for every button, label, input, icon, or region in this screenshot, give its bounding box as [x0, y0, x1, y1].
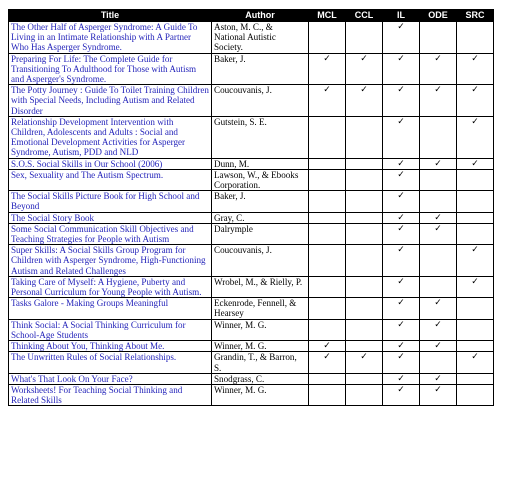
- cell-ccl: [346, 276, 383, 297]
- cell-author: Lawson, W., & Ebooks Corporation.: [212, 169, 309, 190]
- checkmark-icon: ✓: [397, 384, 405, 395]
- cell-author: Coucouvanis, J.: [212, 245, 309, 277]
- cell-src: [457, 373, 494, 384]
- cell-ccl: [346, 298, 383, 319]
- cell-ode: [420, 169, 457, 190]
- cell-mcl: [309, 191, 346, 212]
- cell-il: [383, 245, 420, 277]
- column-header-src: SRC: [457, 10, 494, 22]
- cell-src: [457, 276, 494, 297]
- checkmark-icon: ✓: [323, 352, 331, 363]
- cell-ccl: [346, 245, 383, 277]
- cell-ode: [420, 384, 457, 405]
- checkmark-icon: ✓: [397, 191, 405, 202]
- cell-src: [457, 298, 494, 319]
- cell-author: Wrobel, M., & Rielly, P.: [212, 276, 309, 297]
- cell-src: [457, 22, 494, 54]
- cell-title: Relationship Development Intervention with Children, Adolescents and Adults : Social and Emotional Development Activities for Asperger Syndrome, Autism, PDD and NLD: [9, 116, 212, 158]
- cell-title: The Unwritten Rules of Social Relationships.: [9, 352, 212, 373]
- cell-il: [383, 158, 420, 169]
- checkmark-icon: ✓: [360, 85, 368, 96]
- cell-title: Super Skills: A Social Skills Group Program for Children with Asperger Syndrome, High-Functioning Autism and Related Challenges: [9, 245, 212, 277]
- checkmark-icon: ✓: [434, 85, 442, 96]
- resource-table-container: [8, 9, 494, 406]
- table-row: [9, 116, 494, 158]
- cell-mcl: [309, 319, 346, 340]
- table-row: [9, 341, 494, 352]
- cell-ccl: [346, 191, 383, 212]
- cell-ode: [420, 298, 457, 319]
- cell-il: [383, 223, 420, 244]
- checkmark-icon: ✓: [434, 158, 442, 169]
- cell-mcl: [309, 373, 346, 384]
- cell-ode: [420, 223, 457, 244]
- checkmark-icon: ✓: [397, 169, 405, 180]
- table-row: [9, 212, 494, 223]
- column-header-ccl: CCL: [346, 10, 383, 22]
- checkmark-icon: ✓: [471, 53, 479, 64]
- cell-author: Coucouvanis, J.: [212, 85, 309, 117]
- cell-src: [457, 384, 494, 405]
- cell-ccl: [346, 223, 383, 244]
- checkmark-icon: ✓: [471, 276, 479, 287]
- cell-ode: [420, 319, 457, 340]
- cell-ode: [420, 116, 457, 158]
- cell-title: Worksheets! For Teaching Social Thinking and Related Skills: [9, 384, 212, 405]
- table-row: [9, 22, 494, 54]
- cell-author: Winner, M. G.: [212, 319, 309, 340]
- checkmark-icon: ✓: [397, 319, 405, 330]
- column-header-il: IL: [383, 10, 420, 22]
- cell-ode: [420, 212, 457, 223]
- cell-ode: [420, 373, 457, 384]
- cell-mcl: [309, 298, 346, 319]
- checkmark-icon: ✓: [323, 85, 331, 96]
- cell-ccl: [346, 341, 383, 352]
- checkmark-icon: ✓: [471, 245, 479, 256]
- cell-title: S.O.S. Social Skills in Our School (2006): [9, 158, 212, 169]
- cell-author: Dunn, M.: [212, 158, 309, 169]
- cell-il: [383, 341, 420, 352]
- cell-src: [457, 53, 494, 85]
- column-header-title: Title: [9, 10, 212, 22]
- cell-ode: [420, 276, 457, 297]
- checkmark-icon: ✓: [397, 298, 405, 309]
- cell-author: Winner, M. G.: [212, 341, 309, 352]
- table-row: [9, 298, 494, 319]
- cell-src: [457, 169, 494, 190]
- table-row: [9, 373, 494, 384]
- cell-author: Baker, J.: [212, 53, 309, 85]
- cell-src: [457, 223, 494, 244]
- cell-title: Some Social Communication Skill Objectives and Teaching Strategies for People with Autism: [9, 223, 212, 244]
- cell-src: [457, 212, 494, 223]
- checkmark-icon: ✓: [397, 53, 405, 64]
- table-row: [9, 352, 494, 373]
- cell-src: [457, 158, 494, 169]
- checkmark-icon: ✓: [434, 319, 442, 330]
- checkmark-icon: ✓: [434, 223, 442, 234]
- table-row: [9, 191, 494, 212]
- table-row: [9, 53, 494, 85]
- table-row: [9, 276, 494, 297]
- checkmark-icon: ✓: [434, 384, 442, 395]
- table-row: [9, 384, 494, 405]
- cell-mcl: [309, 169, 346, 190]
- cell-ode: [420, 53, 457, 85]
- cell-author: Snodgrass, C.: [212, 373, 309, 384]
- checkmark-icon: ✓: [471, 85, 479, 96]
- cell-il: [383, 276, 420, 297]
- checkmark-icon: ✓: [323, 341, 331, 352]
- cell-mcl: [309, 212, 346, 223]
- cell-ccl: [346, 373, 383, 384]
- checkmark-icon: ✓: [397, 223, 405, 234]
- cell-title: The Social Skills Picture Book for High School and Beyond: [9, 191, 212, 212]
- cell-il: [383, 352, 420, 373]
- column-header-mcl: MCL: [309, 10, 346, 22]
- cell-title: Think Social: A Social Thinking Curriculum for School-Age Students: [9, 319, 212, 340]
- cell-ccl: [346, 22, 383, 54]
- cell-ode: [420, 191, 457, 212]
- checkmark-icon: ✓: [434, 373, 442, 384]
- cell-il: [383, 85, 420, 117]
- cell-mcl: [309, 158, 346, 169]
- cell-il: [383, 298, 420, 319]
- cell-mcl: [309, 116, 346, 158]
- cell-src: [457, 352, 494, 373]
- cell-mcl: [309, 352, 346, 373]
- checkmark-icon: ✓: [434, 212, 442, 223]
- cell-il: [383, 319, 420, 340]
- cell-mcl: [309, 276, 346, 297]
- cell-title: The Potty Journey : Guide To Toilet Training Children with Special Needs, Including Autism and Related Disorder: [9, 85, 212, 117]
- checkmark-icon: ✓: [397, 212, 405, 223]
- cell-title: The Social Story Book: [9, 212, 212, 223]
- checkmark-icon: ✓: [471, 158, 479, 169]
- checkmark-icon: ✓: [434, 298, 442, 309]
- cell-author: Gray, C.: [212, 212, 309, 223]
- cell-title: Tasks Galore - Making Groups Meaningful: [9, 298, 212, 319]
- cell-ccl: [346, 158, 383, 169]
- cell-ccl: [346, 319, 383, 340]
- cell-mcl: [309, 22, 346, 54]
- checkmark-icon: ✓: [471, 352, 479, 363]
- cell-il: [383, 22, 420, 54]
- cell-ccl: [346, 116, 383, 158]
- checkmark-icon: ✓: [360, 352, 368, 363]
- cell-ccl: [346, 352, 383, 373]
- table-row: [9, 223, 494, 244]
- cell-il: [383, 169, 420, 190]
- cell-ccl: [346, 53, 383, 85]
- cell-title: Sex, Sexuality and The Autism Spectrum.: [9, 169, 212, 190]
- cell-src: [457, 341, 494, 352]
- column-header-author: Author: [212, 10, 309, 22]
- cell-ode: [420, 85, 457, 117]
- cell-il: [383, 212, 420, 223]
- cell-author: Dalrymple: [212, 223, 309, 244]
- checkmark-icon: ✓: [323, 53, 331, 64]
- cell-ode: [420, 22, 457, 54]
- cell-mcl: [309, 384, 346, 405]
- cell-il: [383, 53, 420, 85]
- cell-mcl: [309, 341, 346, 352]
- cell-mcl: [309, 85, 346, 117]
- cell-author: Aston, M. C., & National Autistic Society.: [212, 22, 309, 54]
- cell-ode: [420, 158, 457, 169]
- cell-title: Taking Care of Myself: A Hygiene, Puberty and Personal Curriculum for Young People with Autism.: [9, 276, 212, 297]
- cell-il: [383, 373, 420, 384]
- table-body: [9, 22, 494, 406]
- checkmark-icon: ✓: [397, 116, 405, 127]
- checkmark-icon: ✓: [397, 22, 405, 32]
- checkmark-icon: ✓: [471, 116, 479, 127]
- cell-ode: [420, 341, 457, 352]
- checkmark-icon: ✓: [397, 158, 405, 169]
- table-row: [9, 245, 494, 277]
- cell-mcl: [309, 53, 346, 85]
- checkmark-icon: ✓: [434, 53, 442, 64]
- cell-author: Gutstein, S. E.: [212, 116, 309, 158]
- column-header-ode: ODE: [420, 10, 457, 22]
- cell-il: [383, 116, 420, 158]
- cell-title: Preparing For Life: The Complete Guide for Transitioning To Adulthood for Those with Autism and Asperger's Syndrome.: [9, 53, 212, 85]
- cell-src: [457, 85, 494, 117]
- table-row: [9, 158, 494, 169]
- checkmark-icon: ✓: [360, 53, 368, 64]
- cell-ode: [420, 245, 457, 277]
- cell-src: [457, 191, 494, 212]
- checkmark-icon: ✓: [397, 341, 405, 352]
- checkmark-icon: ✓: [434, 341, 442, 352]
- cell-title: Thinking About You, Thinking About Me.: [9, 341, 212, 352]
- cell-ode: [420, 352, 457, 373]
- cell-mcl: [309, 245, 346, 277]
- header-row: [9, 10, 494, 22]
- cell-ccl: [346, 384, 383, 405]
- cell-src: [457, 319, 494, 340]
- cell-mcl: [309, 223, 346, 244]
- cell-author: Baker, J.: [212, 191, 309, 212]
- table-row: [9, 85, 494, 117]
- cell-ccl: [346, 169, 383, 190]
- checkmark-icon: ✓: [397, 373, 405, 384]
- cell-author: Winner, M. G.: [212, 384, 309, 405]
- cell-ccl: [346, 212, 383, 223]
- cell-ccl: [346, 85, 383, 117]
- cell-author: Eckenrode, Fennell, & Hearsey: [212, 298, 309, 319]
- table-row: [9, 169, 494, 190]
- cell-title: The Other Half of Asperger Syndrome: A Guide To Living in an Intimate Relationship with A Partner Who Has Asperger Syndrome.: [9, 22, 212, 54]
- cell-il: [383, 191, 420, 212]
- table-row: [9, 319, 494, 340]
- cell-il: [383, 384, 420, 405]
- cell-author: Grandin, T., & Barron, S.: [212, 352, 309, 373]
- checkmark-icon: ✓: [397, 276, 405, 287]
- checkmark-icon: ✓: [397, 245, 405, 256]
- cell-src: [457, 116, 494, 158]
- cell-title: What's That Look On Your Face?: [9, 373, 212, 384]
- resource-table: [8, 9, 494, 406]
- checkmark-icon: ✓: [397, 352, 405, 363]
- checkmark-icon: ✓: [397, 85, 405, 96]
- cell-src: [457, 245, 494, 277]
